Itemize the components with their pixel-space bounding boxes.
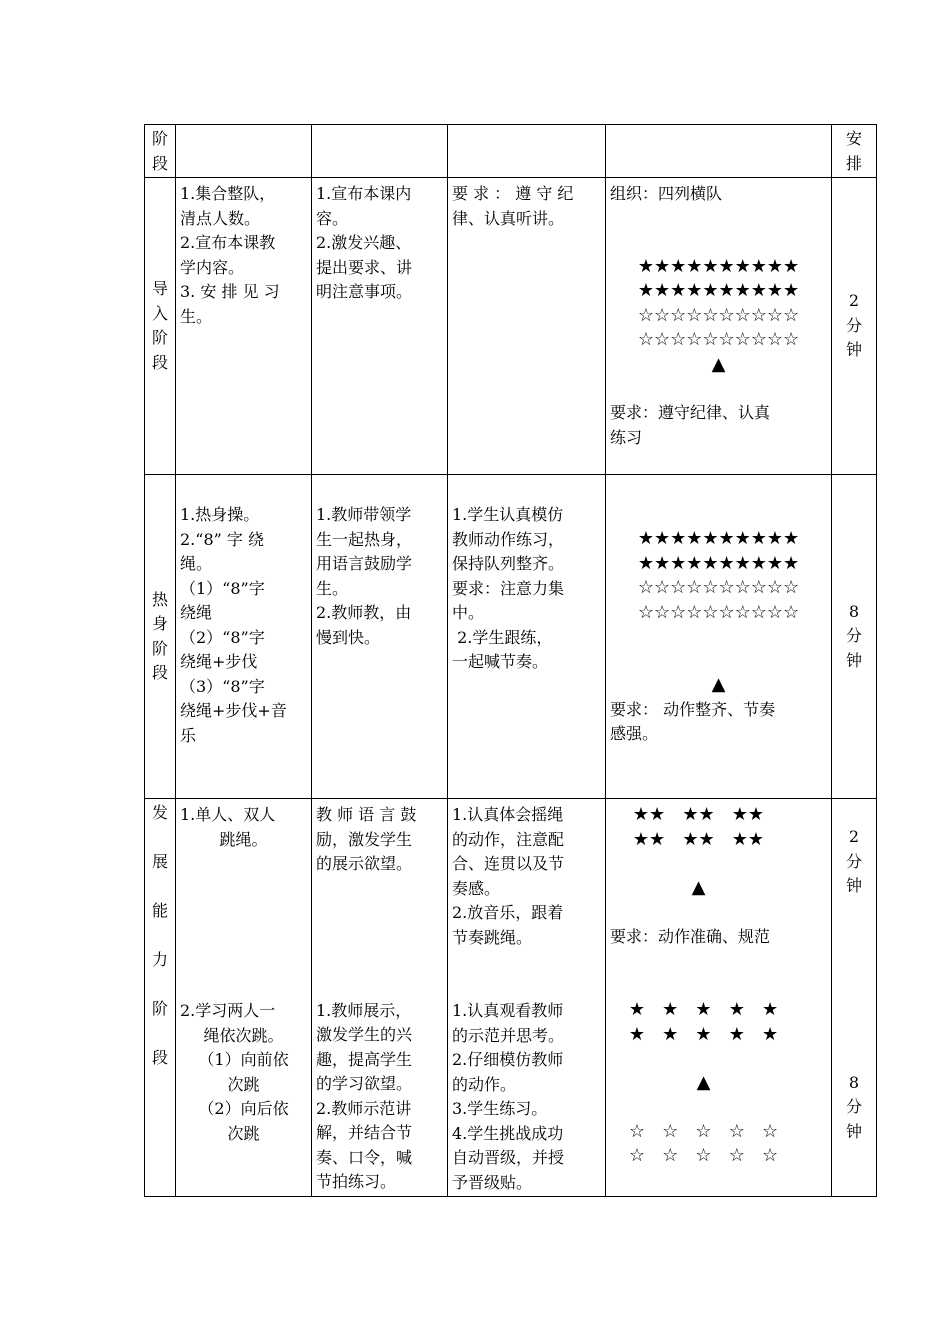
teacher-cell [312, 475, 448, 799]
organization-title: 组织：四列横队 [610, 184, 723, 203]
content-line: 次跳 [227, 1123, 260, 1143]
teacher-line: 1.教师带领学 [316, 505, 412, 524]
teacher-line: 2.激发兴趣、 [316, 233, 412, 252]
teacher-line: 节拍练习。 [316, 1172, 397, 1191]
content-line: （1）向前依 [198, 1050, 289, 1069]
student-line: 的示范并思考。 [452, 1025, 565, 1045]
formation-row: ★★★★★★★★★★ [637, 552, 800, 574]
content-line: 学内容。 [180, 257, 245, 277]
student-line: 3.学生练习。 [452, 1099, 548, 1118]
teacher-line: 激发学生的兴 [316, 1025, 413, 1044]
teacher-cell [312, 799, 448, 1197]
content-line: （2）向后依 [198, 1099, 289, 1118]
formation-row: ☆☆☆☆☆☆☆☆☆☆ [637, 304, 800, 326]
content-cell [176, 799, 312, 1197]
stage-label: 发 展 能 力 阶 段 [151, 803, 168, 1067]
table-row [145, 799, 877, 1197]
content-line: 跳绳。 [219, 829, 268, 849]
teacher-line: 教 师 语 言 鼓 [316, 805, 417, 824]
formation-row: ☆ ☆ ☆ ☆ ☆ [628, 1145, 779, 1166]
teacher-line: 解，并结合节 [316, 1123, 413, 1142]
formation-row: ☆☆☆☆☆☆☆☆☆☆ [637, 601, 800, 623]
student-line: 奏感。 [452, 878, 501, 898]
stage-cell [145, 475, 176, 799]
formation-row: ★ ★ ★ ★ ★ [628, 1023, 779, 1045]
content-line: 绕绳 [180, 603, 213, 622]
table-row [145, 178, 877, 475]
student-line: 保持队列整齐。 [452, 554, 565, 573]
student-line: 2.学生跟练， [452, 627, 553, 647]
teacher-line: 奏、口令，喊 [316, 1147, 413, 1167]
formation-row: ☆ ☆ ☆ ☆ ☆ [628, 1120, 779, 1142]
time-label: 8 分 钟 [845, 601, 862, 670]
content-line: 绕绳+步伐+音 [180, 701, 287, 720]
content-line: 绕绳+步伐 [180, 652, 258, 671]
header-arrangement-cell [832, 125, 877, 178]
formation-row: ★ ★ ★ ★ ★ [628, 999, 779, 1020]
teacher-line: 的学习欲望。 [316, 1074, 413, 1093]
student-line: 1.认真观看教师 [452, 1001, 564, 1020]
stage-label: 热 身 阶 段 [151, 589, 168, 682]
student-line: 1.认真体会摇绳 [452, 805, 564, 824]
requirement-line: 要求： 动作整齐、节奏 [610, 699, 776, 719]
header-org-cell [606, 125, 832, 178]
student-line: 要求：注意力集 [452, 578, 565, 598]
content-line: 乐 [180, 725, 197, 745]
student-line: 中。 [452, 603, 485, 622]
header-row [145, 125, 877, 178]
teacher-line: 生。 [316, 578, 349, 598]
content-line: 2.“8” 字 绕 [180, 529, 264, 549]
header-arrangement: 安 排 [845, 129, 862, 173]
student-line: 1.学生认真模仿 [452, 505, 564, 524]
teacher-line: 2.教师教，由 [316, 603, 412, 622]
requirement-line: 感强。 [610, 724, 659, 743]
content-line: 清点人数。 [180, 208, 261, 228]
student-cell [448, 178, 606, 475]
header-content-cell [176, 125, 312, 178]
formation-row: ★★★★★★★★★★ [637, 255, 800, 277]
formation-row: ★★ ★★ ★★ [632, 828, 765, 850]
teacher-marker: ▲ [691, 877, 706, 898]
organization-cell [606, 178, 832, 475]
content-line: 绳。 [180, 554, 213, 573]
header-stage: 阶 段 [151, 129, 168, 173]
teacher-line: 慢到快。 [316, 627, 381, 647]
time-label: 2 分 钟 [845, 827, 862, 895]
content-line: （3）“8”字 [180, 676, 265, 696]
teacher-line: 明注意事项。 [316, 282, 413, 301]
teacher-marker: ▲ [696, 1072, 711, 1093]
stage-cell [145, 178, 176, 475]
organization-cell [606, 799, 832, 1197]
time-label: 8 分 钟 [845, 1072, 862, 1141]
teacher-marker: ▲ [711, 353, 726, 375]
content-line: 1.单人、双人 [180, 805, 276, 824]
student-cell [448, 799, 606, 1197]
lesson-plan-table [144, 124, 877, 1197]
organization-cell [606, 475, 832, 799]
student-line: 予晋级贴。 [452, 1172, 533, 1192]
student-line: 节奏跳绳。 [452, 927, 533, 947]
content-line: （2）“8”字 [180, 627, 265, 647]
teacher-line: 1.教师展示， [316, 1000, 412, 1020]
student-line: 的动作。 [452, 1074, 517, 1094]
teacher-cell [312, 178, 448, 475]
content-line: 生。 [180, 306, 213, 326]
requirement-line: 要求：动作准确、规范 [610, 926, 771, 946]
content-line: 1.热身操。 [180, 505, 260, 524]
teacher-marker: ▲ [711, 674, 726, 695]
time-cell [832, 178, 877, 475]
student-line: 4.学生挑战成功 [452, 1123, 564, 1143]
time-cell [832, 475, 877, 799]
requirement-line: 练习 [610, 427, 643, 447]
teacher-line: 容。 [316, 208, 349, 228]
formation-row: ★★★★★★★★★★ [637, 280, 800, 301]
content-line: 1.集合整队， [180, 184, 276, 203]
content-cell [176, 178, 312, 475]
content-line: 次跳 [227, 1074, 260, 1094]
requirement-line: 要求：遵守纪律、认真 [610, 403, 771, 422]
student-line: 合、连贯以及节 [452, 854, 565, 873]
student-line: 一起喊节奏。 [452, 652, 549, 671]
student-line: 律、认真听讲。 [452, 208, 565, 228]
student-line: 自动晋级，并授 [452, 1148, 565, 1167]
content-line: 绳依次跳。 [203, 1025, 284, 1045]
teacher-line: 用语言鼓励学 [316, 554, 413, 573]
student-line: 的动作，注意配 [452, 829, 565, 849]
teacher-line: 1.宣布本课内 [316, 184, 412, 203]
time-label: 2 分 钟 [845, 291, 862, 360]
header-teacher-cell [312, 125, 448, 178]
teacher-line: 趣，提高学生 [316, 1049, 413, 1069]
student-line: 要 求 ： 遵 守 纪 [452, 184, 574, 203]
student-line: 2.仔细模仿教师 [452, 1050, 564, 1069]
teacher-line: 提出要求、讲 [316, 257, 413, 277]
content-line: 2.宣布本课教 [180, 233, 276, 252]
stage-cell [145, 799, 176, 1197]
content-line: 2.学习两人一 [180, 1001, 276, 1020]
teacher-line: 生一起热身， [316, 529, 413, 549]
stage-label: 导 入 阶 段 [151, 279, 168, 372]
student-cell [448, 475, 606, 799]
time-cell [832, 799, 877, 1197]
header-stage-cell [145, 125, 176, 178]
content-line: （1）“8”字 [180, 578, 265, 598]
student-line: 教师动作练习， [452, 529, 565, 549]
header-student-cell [448, 125, 606, 178]
content-cell [176, 475, 312, 799]
teacher-line: 励，激发学生 [316, 829, 413, 849]
formation-row: ★★★★★★★★★★ [637, 528, 800, 549]
student-line: 2.放音乐，跟着 [452, 903, 564, 922]
formation-row: ★★ ★★ ★★ [632, 804, 765, 825]
content-line: 3. 安 排 见 习 [180, 282, 280, 301]
table-row [145, 475, 877, 799]
teacher-line: 的展示欲望。 [316, 854, 413, 873]
formation-row: ☆☆☆☆☆☆☆☆☆☆ [637, 329, 800, 350]
teacher-line: 2.教师示范讲 [316, 1098, 412, 1118]
formation-row: ☆☆☆☆☆☆☆☆☆☆ [637, 577, 800, 598]
